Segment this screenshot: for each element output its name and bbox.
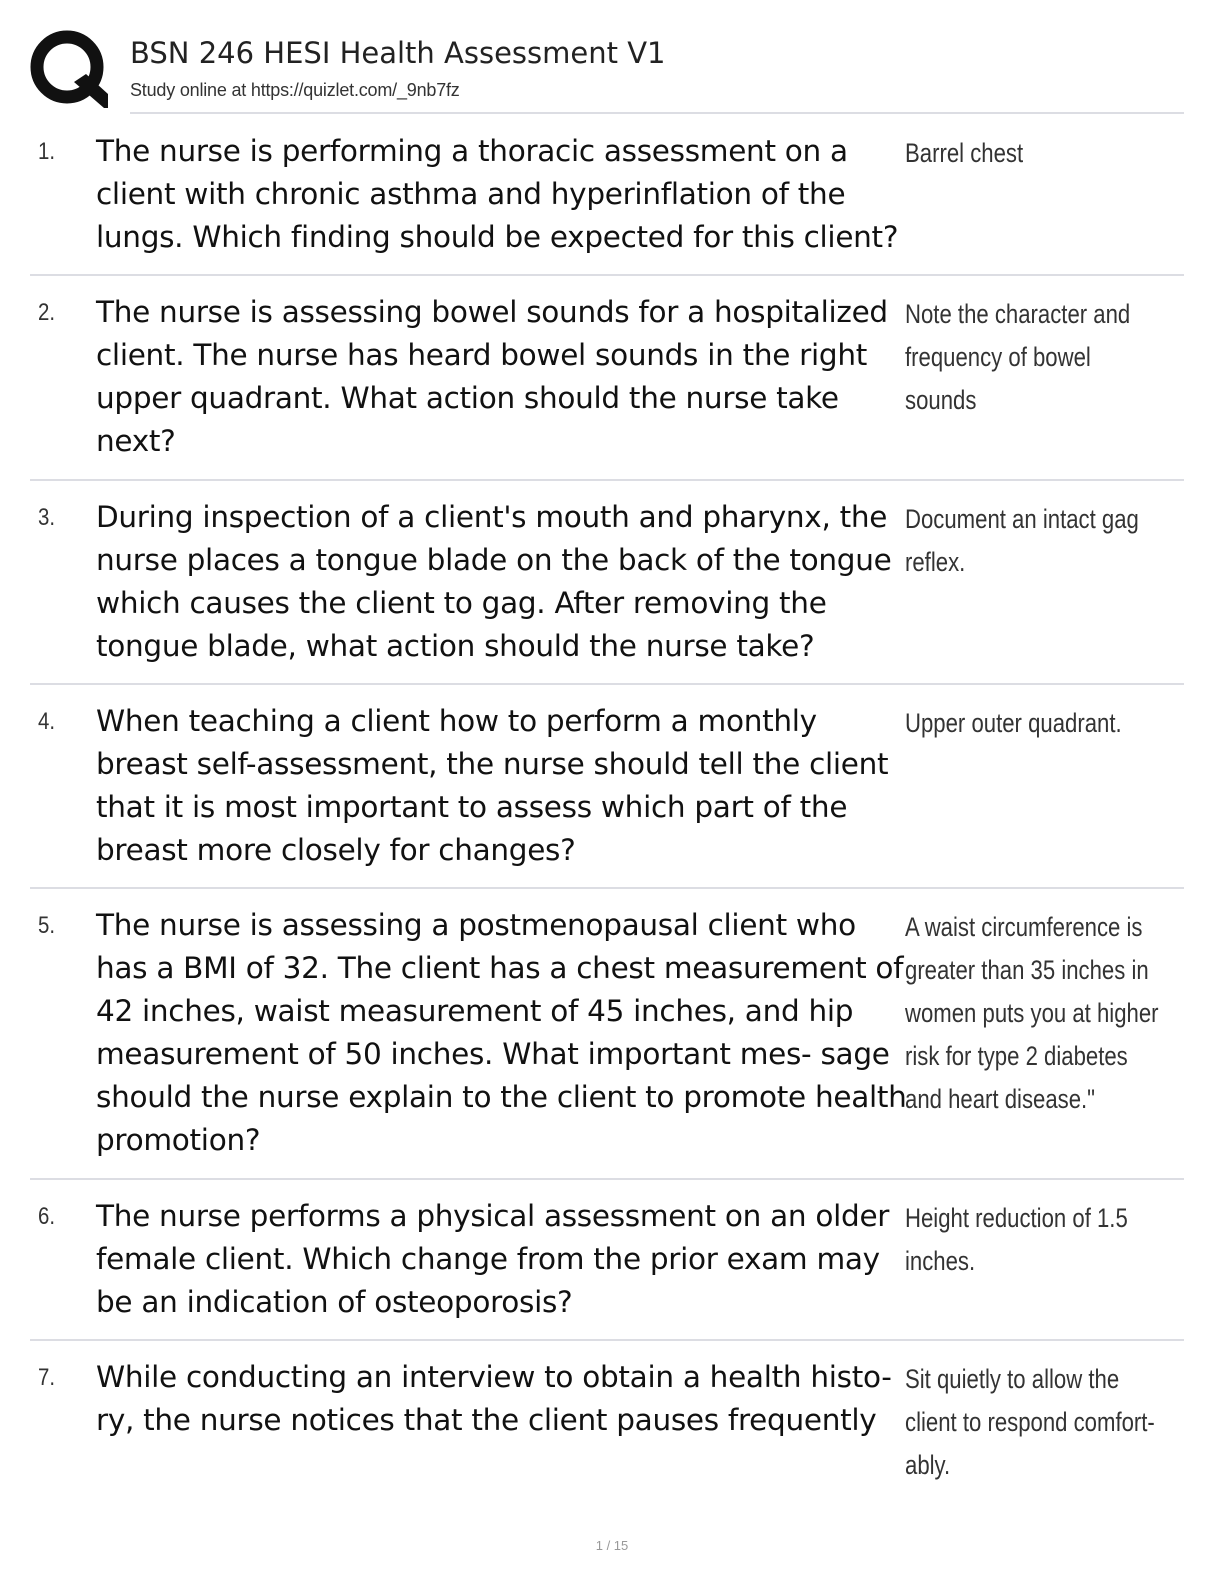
flashcard-1	[30, 116, 1184, 276]
card-number: 3.	[38, 504, 56, 531]
card-question: During inspection of a client's mouth and pharynx, the nurse places a tongue blade on the back of the tongue which causes the client to gag. After removing the tongue blade, what action should the nurse take?	[96, 500, 892, 663]
card-answer: Document an intact gag reflex.	[905, 504, 1139, 577]
card-answer: Barrel chest	[905, 138, 1024, 168]
card-divider	[30, 479, 1184, 481]
card-question: The nurse is assessing a postmenopausal client who has a BMI of 32. The client has a chest measurement of 42 inches, waist measurement of 45 inches, and hip measurement of 50 inches. What important mes- sage should the nurse explain to the client to promote health promotion?	[96, 908, 907, 1157]
card-divider	[30, 274, 1184, 276]
card-question: The nurse is performing a thoracic assessment on a client with chronic asthma and hyperinflation of the lungs. Which finding should be expected for this client?	[96, 134, 899, 254]
card-question: The nurse performs a physical assessment on an older female client. Which change from the prior exam may be an indication of osteoporosis?	[96, 1199, 890, 1319]
quizlet-logo-icon	[30, 30, 108, 108]
card-question: When teaching a client how to perform a monthly breast self-assessment, the nurse should tell the client that it is most important to assess which part of the breast more closely for changes?	[96, 704, 889, 867]
card-answer: A waist circumference is greater than 35 inches in women puts you at higher risk for type 2 diabetes and heart disease."	[905, 912, 1159, 1114]
card-divider	[30, 887, 1184, 889]
card-answer: Upper outer quadrant.	[905, 708, 1122, 738]
page-indicator: 1 / 15	[595, 1538, 629, 1553]
card-question: The nurse is assessing bowel sounds for a hospitalized client. The nurse has heard bowel sounds in the right upper quadrant. What action should the nurse take next?	[96, 295, 888, 458]
card-answer: Height reduction of 1.5 inches.	[905, 1203, 1128, 1276]
document-title: BSN 246 HESI Health Assessment V1	[130, 36, 666, 70]
card-number: 1.	[38, 138, 56, 165]
flashcard-2	[30, 277, 1184, 481]
flashcard-7	[30, 1342, 1184, 1492]
card-question: While conducting an interview to obtain a health histo- ry, the nurse notices that the client pauses frequently	[96, 1360, 892, 1437]
card-number: 6.	[38, 1203, 56, 1230]
card-number: 7.	[38, 1364, 56, 1391]
flashcard-3	[30, 482, 1184, 685]
card-number: 2.	[38, 299, 56, 326]
card-number: 4.	[38, 708, 56, 735]
card-divider	[30, 683, 1184, 685]
flashcard-5	[30, 890, 1184, 1180]
card-number: 5.	[38, 912, 56, 939]
flashcard-4	[30, 686, 1184, 889]
flashcard-6	[30, 1181, 1184, 1341]
card-answer: Sit quietly to allow the client to respond comfort- ably.	[905, 1364, 1155, 1480]
study-online-link[interactable]: Study online at https://quizlet.com/_9nb7fz	[130, 80, 460, 100]
card-answer: Note the character and frequency of bowel sounds	[905, 299, 1131, 415]
card-divider	[30, 1339, 1184, 1341]
header-divider	[130, 112, 1184, 114]
card-divider	[30, 1178, 1184, 1180]
document-header	[30, 30, 1184, 114]
